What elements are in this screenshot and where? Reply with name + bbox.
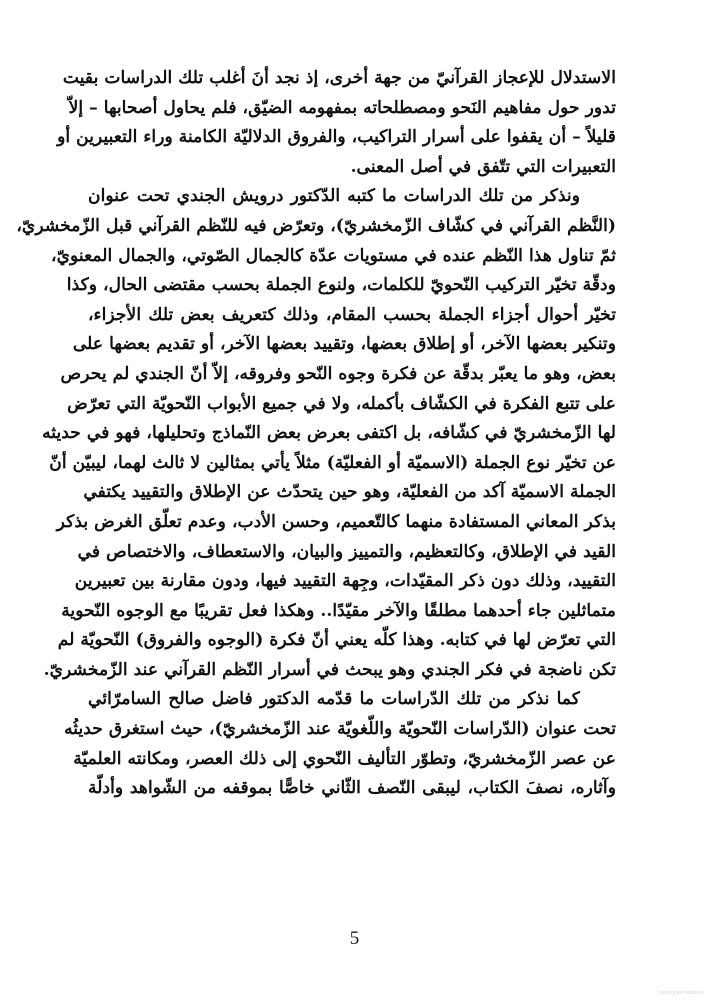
- paragraph-first-line: ونذكر من تلك الدراسات ما كتبه الدّكتور درويش الجندي تحت عنوان: [88, 186, 580, 207]
- text-line: قليلاً – أن يقفوا على أسرار التراكيب، والفروق الدلاليّة الكامنة وراء التعبيرين أو: [57, 127, 616, 148]
- text-line: تكن ناضجة في فكر الجندي وهو يبحث في أسرار النّظم القرآني عند الزّمخشريّ.: [43, 659, 616, 680]
- text-line: على تتبع الفكرة في الكشّاف بأكمله، ولا في جميع الأبواب النّحويّة التي تعرّض: [67, 393, 616, 414]
- text-line: التقييد، وذلك دون ذكر المقيّدات، وجِهة التقييد فيها، ودون مقارنة بين تعبيرين: [74, 571, 616, 592]
- text-line: التعبيرات التي تتّفق في أصل المعنى.: [350, 156, 616, 177]
- body-text: [16, 64, 616, 804]
- text-line: تحت عنوان (الدّراسات النّحويّة واللّغويّة عند الزّمخشريّ)، حيث استغرق حديثُه: [64, 719, 616, 740]
- text-line: الجملة الاسميّة آكد من الفعليّة، وهو حين يتحدّث عن الإطلاق والتقييد يكتفي: [83, 482, 616, 503]
- text-line: ودقّة تخيّر التركيب النّحويّ للكلمات، ولنوع الجملة بحسب مقتضى الحال، وكذا: [66, 275, 616, 296]
- text-line: بعض، وهو ما يعبّر بدقّة عن فكرة وجوه النّحو وفروقه، إلاّ أنّ الجندي لم يحرص: [60, 363, 616, 384]
- text-line: متماثلين جاء أحدهما مطلقًا والآخر مقيّدًا.. وهكذا فعل تقريبًا مع الوجوه النّحوية: [61, 600, 616, 621]
- text-line: وآثاره، نصفَ الكتاب، ليبقى النّصف الثّاني خاصًّا بموقفه من الشّواهد وأدلّة: [88, 778, 616, 799]
- text-line: (النَّظم القرآني في كشّاف الزّمخشريّ)، وتعرّض فيه للنّظم القرآني قبل الزّمخشريّ،: [16, 215, 616, 236]
- text-line: القيد في الإطلاق، وكالتعظيم، والتمييز والبيان، والاستعطاف، والاختصاص في: [77, 541, 616, 562]
- copyright-watermark: Copyrighted material: [656, 990, 703, 996]
- text-line: عن تخيّر نوع الجملة (الاسميّة أو الفعليّة) مثلاً يأتي بمثالين لا ثالث لهما، ليبيّن أنّ: [49, 452, 616, 473]
- text-line: تدور حول مفاهيم النَحو ومصطلحاته بمفهومه الضيّق، فلم يحاول أصحابها – إلاّ: [68, 97, 616, 118]
- page-number: 5: [349, 928, 360, 949]
- text-line: ثمّ تناول هذا النّظم عنده في مستويات عدّة كالجمال الصّوتي، والجمال المعنويّ،: [51, 245, 616, 266]
- text-line: تخيّر أحوال أجزاء الجملة بحسب المقام، وذلك كتعريف بعض تلك الأجزاء،: [88, 304, 616, 325]
- text-line: بذكر المعاني المستفادة منهما كالتّعميم، وحسن الأدب، وعدم تعلّق الغرض بذكر: [56, 511, 616, 532]
- text-line: وتنكير بعضها الآخر، أو إطلاق بعضها، وتقييد بعضها الآخر، أو تقديم بعضها على: [72, 334, 616, 355]
- paragraph-first-line: كما نذكر من تلك الدّراسات ما قدّمه الدكتور فاضل صالح السامرّائي: [88, 689, 580, 710]
- text-line: لها الزّمخشريّ في كشّافه، بل اكتفى بعرض بعض النّماذج وتحليلها، فهو في حديثه: [42, 423, 616, 444]
- text-line: التي تعرّض لها في كتابه. وهذا كلّه يعني أنّ فكرة (الوجوه والفروق) النّحويّة لم: [57, 630, 616, 651]
- text-line: الاستدلال للإعجاز القرآنيّ من جهة أخرى، إذ نجد أنَ أغلب تلك الدراسات بقيت: [62, 68, 616, 88]
- text-line: عن عصر الزّمخشريّ، وتطوّر التأليف النّحوي إلى ذلك العصر، ومكانته العلميّة: [73, 748, 616, 769]
